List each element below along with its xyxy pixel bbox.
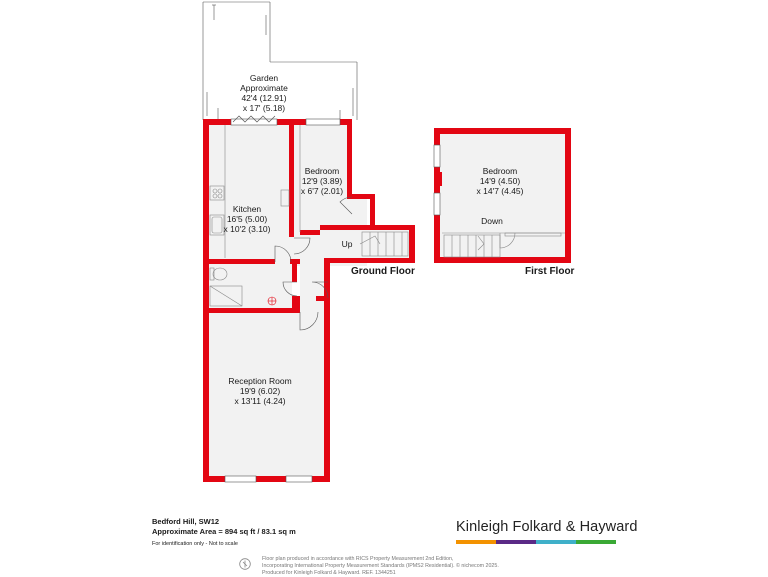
reception-dim2: x 13'11 (4.24) [234,396,286,406]
svg-text:Up [342,239,353,249]
disclaimer [262,556,499,577]
svg-text:x 13'11 (4.24) [234,396,285,406]
svg-text:12'9 (3.89) [302,176,343,186]
approximate-area: Approximate Area = 894 sq ft / 83.1 sq m [152,527,296,536]
svg-text:First Floor [525,266,575,277]
svg-text:Approximate [240,83,288,93]
ground-floor-label: Ground Floor [351,266,415,277]
svg-text:x 6'7 (2.01) [301,186,343,196]
disclaimer-line-1: Floor plan produced in accordance with RICS Property Measurement 2nd Edition, [262,556,454,562]
disclaimer-line-2: Incorporating International Property Measurement Standards (IPMS2 Residential). © nichecom 2025. [262,563,499,569]
bedroom-ground-name: Bedroom [304,166,340,176]
garden-dim1: 42'4 (12.91) [241,93,287,103]
ground-floor-plan [203,2,415,482]
garden-name: Garden [249,73,279,83]
stairs-down-label: Down [481,216,503,226]
svg-text:Garden [250,73,279,83]
svg-text:x 17' (5.18) [243,103,285,113]
garden-dim2: x 17' (5.18) [242,103,286,113]
garden-subtitle: Approximate [240,83,288,93]
svg-text:16'5 (5.00) [227,214,268,224]
bedroom-first-name: Bedroom [482,166,518,176]
brand-name: Kinleigh Folkard & Hayward [456,519,638,535]
disclaimer-line-3: Produced for Kinleigh Folkard & Hayward. REF. 1344251 [262,570,396,576]
property-info [152,517,296,549]
svg-text:Kitchen [233,204,262,214]
brand-color-bar [456,540,616,544]
bedroom-first-dim1: 14'9 (4.50) [479,176,521,186]
reception-name: Reception Room [228,376,292,386]
stairs-up-label: Up [341,239,353,249]
svg-text:x 10'2 (3.10) [224,224,271,234]
identification-note: For identification only - Not to scale [152,541,238,547]
kitchen-dim2: x 10'2 (3.10) [223,224,271,234]
reception-dim1: 19'9 (6.02) [239,386,281,396]
bedroom-ground-dim2: x 6'7 (2.01) [300,186,344,196]
brand-bar-teal [536,540,576,544]
brand-bar-purple [496,540,536,544]
svg-text:14'9 (4.50) [480,176,521,186]
svg-text:Bedroom [483,166,518,176]
nichecom-logo-icon [239,558,251,570]
svg-text:Down [481,216,503,226]
svg-text:Ground Floor [351,266,415,277]
svg-text:Bedroom [305,166,340,176]
svg-text:x 14'7 (4.45) [477,186,524,196]
bedroom-first-dim2: x 14'7 (4.45) [476,186,524,196]
svg-text:Reception Room [228,376,291,386]
address: Bedford Hill, SW12 [152,517,220,526]
brand-bar-orange [456,540,496,544]
svg-text:42'4 (12.91) [241,93,286,103]
brand-bar-green [576,540,616,544]
first-floor-label: First Floor [525,266,575,277]
svg-text:19'9 (6.02) [240,386,281,396]
bedroom-ground-dim1: 12'9 (3.89) [301,176,343,186]
kitchen-name: Kitchen [232,204,262,214]
kitchen-dim1: 16'5 (5.00) [226,214,268,224]
